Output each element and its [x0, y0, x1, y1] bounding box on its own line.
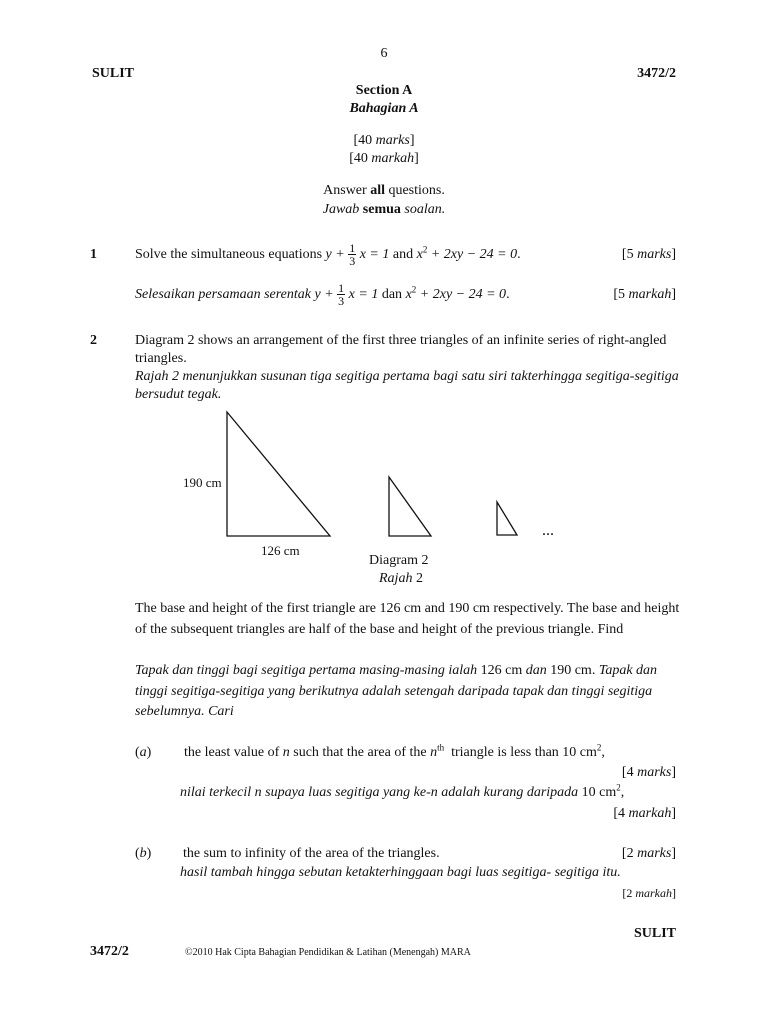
question-1-marks: [5 marks] [621, 247, 676, 262]
part-b-label: (b) [135, 846, 152, 861]
ellipsis: ... [542, 522, 554, 539]
question-1-marks-malay: [5 markah] [613, 287, 676, 302]
question-2-body: The base and height of the first triangle are 126 cm and 190 cm respectively. The base and height of the subsequent triangles are half of the base and height of the previous triangle. Find [135, 601, 680, 637]
page-number: 6 [380, 46, 388, 61]
part-b-text-malay: hasil tambah hingga sebutan ketakterhinggaan bagi luas segitiga- segitiga itu. [180, 865, 621, 880]
instruction: Answer all questions. [323, 183, 445, 198]
triangle-second [389, 477, 431, 536]
question-2-number: 2 [90, 333, 97, 348]
instruction-malay: Jawab semua soalan. [322, 202, 446, 217]
part-b-text: the sum to infinity of the area of the triangles. [183, 846, 440, 861]
question-1-text: Solve the simultaneous equations y + $\frac{1}{3}$ x = 1 and $x^2 + 2xy - 24 = 0$. [135, 241, 521, 269]
section-title: Section A [355, 83, 413, 98]
question-2-intro: Diagram 2 shows an arrangement of the first three triangles of an infinite series of right-angled triangles. [135, 333, 667, 366]
footer-copyright: ©2010 Hak Cipta Bahagian Pendidikan & Latihan (Menengah) MARA [185, 947, 471, 958]
question-1-text-malay: Selesaikan persamaan serentak y + $\frac{1}{3}$ x = 1 dan $x^2 + 2xy - 24 = 0$. [135, 281, 510, 309]
section-title-malay: Bahagian A [349, 101, 419, 116]
part-a-marks: [4 marks] [621, 765, 676, 780]
diagram-caption: Diagram 2 [369, 553, 429, 568]
label-height: 190 cm [183, 475, 222, 490]
diagram-caption-malay: Rajah 2 [379, 571, 423, 586]
section-marks-malay: [40 markah] [349, 151, 419, 166]
part-a-text-malay: nilai terkecil n supaya luas segitiga yang ke-n adalah kurang daripada 10 $cm^2$, [180, 782, 625, 800]
part-a-marks-malay: [4 markah] [613, 806, 676, 821]
part-b-marks-malay: [2 markah] [622, 886, 676, 900]
header-sulit: SULIT [92, 66, 135, 81]
footer-sulit: SULIT [633, 926, 676, 941]
footer-code: 3472/2 [90, 944, 129, 959]
section-marks: [40 marks] [353, 133, 415, 148]
question-2-intro-malay: Rajah 2 menunjukkan susunan tiga segitiga pertama bagi satu siri takterhingga segitiga-segitiga bersudut tegak. [135, 369, 679, 402]
question-2-body-malay: Tapak dan tinggi bagi segitiga pertama masing-masing ialah 126 cm dan 190 cm. Tapak dan tinggi segitiga-segitiga yang berikutnya adalah setengah daripada tapak dan tinggi segitiga sebelumnya. Cari [135, 663, 658, 719]
part-a-text: the least value of n such that the area of the $n^{th}$ triangle is less than 10 $cm^2$, [184, 742, 605, 760]
header-code: 3472/2 [637, 66, 676, 81]
fraction-one-third: $\frac{1}{3}$ [349, 241, 356, 269]
question-1-number: 1 [90, 247, 97, 262]
triangle-third [497, 502, 517, 535]
triangle-first [227, 412, 330, 536]
part-a-label: (a) [135, 745, 152, 760]
label-base: 126 cm [261, 543, 300, 558]
fraction-one-third-malay: $\frac{1}{3}$ [338, 281, 345, 309]
part-b-marks: [2 marks] [621, 846, 676, 861]
